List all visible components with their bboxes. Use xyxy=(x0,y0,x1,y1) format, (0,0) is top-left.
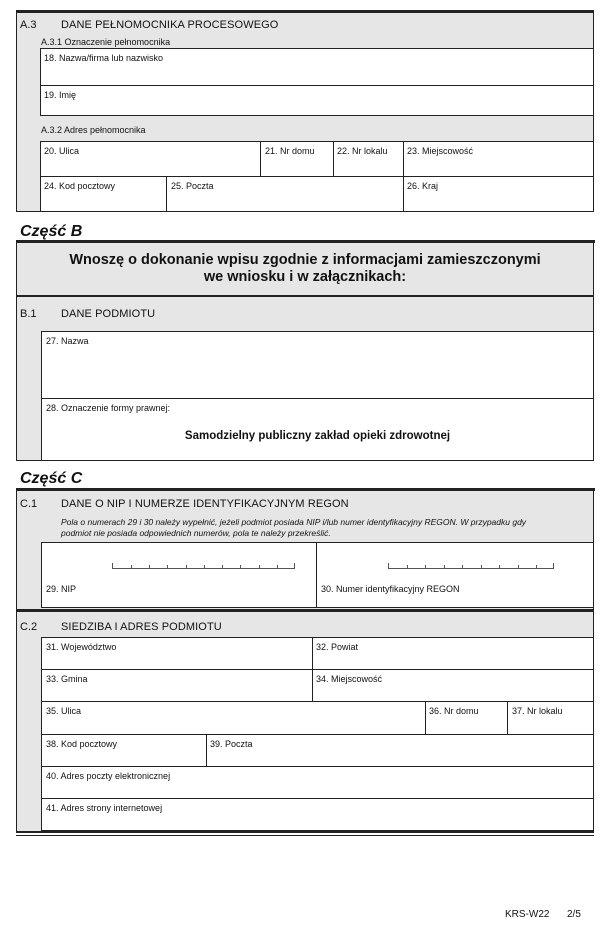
section-c1-note-line2: podmiot nie posiada odpowiednich numerów, pola te należy przekreślić. xyxy=(61,528,331,538)
field-19-label: 19. Imię xyxy=(44,90,77,100)
field-21-label: 21. Nr domu xyxy=(265,146,315,156)
part-b-heading-line1: Wnoszę o dokonanie wpisu zgodnie z informacjami zamieszczonymi xyxy=(69,252,541,268)
field-22-label: 22. Nr lokalu xyxy=(337,146,388,156)
field-39-label: 39. Poczta xyxy=(210,739,253,749)
field-29-nip[interactable] xyxy=(41,542,317,608)
field-34-label: 34. Miejscowość xyxy=(316,674,383,684)
part-b-label: Część B xyxy=(20,223,83,240)
field-41-label: 41. Adres strony internetowej xyxy=(46,803,163,813)
field-25-label: 25. Poczta xyxy=(171,181,214,191)
field-19-first-name[interactable] xyxy=(40,85,594,116)
section-b1-title: DANE PODMIOTU xyxy=(61,308,156,320)
footer-page-number: 2/5 xyxy=(567,909,581,920)
section-b1-code: B.1 xyxy=(20,308,37,320)
field-28-label: 28. Oznaczenie formy prawnej: xyxy=(46,403,171,413)
part-b-heading-line2: we wniosku i w załącznikach: xyxy=(203,269,407,285)
regon-digit-boxes xyxy=(388,563,554,569)
section-c1-note-line1: Pola o numerach 29 i 30 należy wypełnić, jeżeli podmiot posiada NIP i/lub numer identyfikacyjny REGON. W przypadku gdy xyxy=(61,517,527,527)
field-40-label: 40. Adres poczty elektronicznej xyxy=(46,771,171,781)
footer-form-code: KRS-W22 xyxy=(505,909,550,920)
field-32-label: 32. Powiat xyxy=(316,642,359,652)
field-36-label: 36. Nr domu xyxy=(429,706,479,716)
field-24-label: 24. Kod pocztowy xyxy=(44,181,116,191)
subsection-a31-label: A.3.1 Oznaczenie pełnomocnika xyxy=(41,37,171,47)
field-37-label: 37. Nr lokalu xyxy=(512,706,563,716)
field-30-regon[interactable] xyxy=(316,542,594,608)
subsection-a32-label: A.3.2 Adres pełnomocnika xyxy=(41,125,146,135)
section-a3-title: DANE PEŁNOMOCNIKA PROCESOWEGO xyxy=(61,19,279,31)
field-27-label: 27. Nazwa xyxy=(46,336,89,346)
field-28-value: Samodzielny publiczny zakład opieki zdrowotnej xyxy=(184,430,451,442)
field-39-post-office[interactable] xyxy=(206,734,594,767)
field-26-label: 26. Kraj xyxy=(407,181,439,191)
field-23-label: 23. Miejscowość xyxy=(407,146,474,156)
section-a3-code: A.3 xyxy=(20,19,37,31)
field-27-entity-name[interactable] xyxy=(41,331,594,399)
section-c2-title: SIEDZIBA I ADRES PODMIOTU xyxy=(61,621,222,633)
section-c2-code: C.2 xyxy=(20,621,38,633)
field-35-street[interactable] xyxy=(41,701,426,735)
field-33-label: 33. Gmina xyxy=(46,674,88,684)
field-18-label: 18. Nazwa/firma lub nazwisko xyxy=(44,53,164,63)
field-29-label: 29. NIP xyxy=(46,584,77,594)
field-38-label: 38. Kod pocztowy xyxy=(46,739,118,749)
field-35-label: 35. Ulica xyxy=(46,706,82,716)
section-c1-code: C.1 xyxy=(20,498,38,510)
field-31-label: 31. Województwo xyxy=(46,642,117,652)
part-c-label: Część C xyxy=(20,470,83,487)
section-c1-title: DANE O NIP I NUMERZE IDENTYFIKACYJNYM REGON xyxy=(61,498,349,510)
field-20-label: 20. Ulica xyxy=(44,146,80,156)
field-30-label: 30. Numer identyfikacyjny REGON xyxy=(321,584,460,594)
nip-digit-boxes xyxy=(112,563,295,569)
